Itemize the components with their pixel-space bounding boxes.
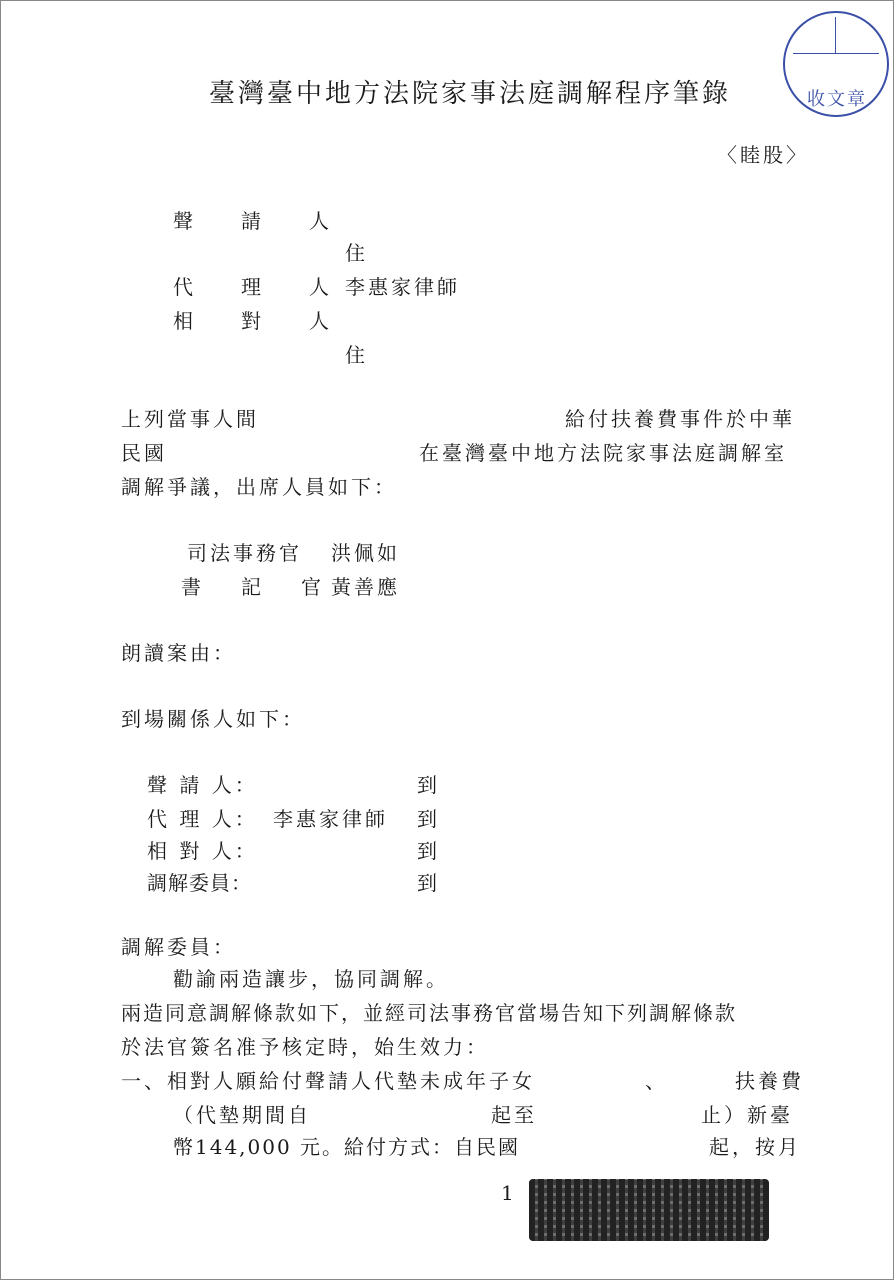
intro-line1-right: 給付扶養費事件於中華 bbox=[565, 407, 795, 431]
terms-intro-line1: 兩造同意調解條款如下，並經司法事務官當場告知下列調解條款 bbox=[121, 1001, 737, 1025]
agent-name: 李惠家律師 bbox=[345, 275, 460, 299]
intro-line3: 調解爭議，出席人員如下： bbox=[121, 475, 397, 499]
present-label: 調解委員： bbox=[147, 871, 252, 895]
mediator-text: 勸諭兩造讓步，協同調解。 bbox=[173, 967, 449, 991]
stamp-divider bbox=[793, 53, 879, 54]
intro-line1-left: 上列當事人間 bbox=[121, 407, 259, 431]
present-label: 代 理 人： bbox=[147, 807, 258, 831]
present-status: 到 bbox=[417, 773, 440, 797]
officer-label: 司法事務官 bbox=[187, 541, 302, 565]
court-seal-overlay bbox=[529, 1179, 769, 1241]
intro-line2-right: 在臺灣臺中地方法院家事法庭調解室 bbox=[419, 441, 787, 465]
receipt-stamp bbox=[783, 11, 889, 117]
respondent-address-label: 住 bbox=[345, 343, 368, 367]
division-label: 〈睦股〉 bbox=[717, 143, 809, 167]
case-reading: 朗讀案由： bbox=[121, 641, 236, 665]
present-label: 聲 請 人： bbox=[147, 773, 258, 797]
present-heading: 到場關係人如下： bbox=[121, 707, 305, 731]
present-label: 相 對 人： bbox=[147, 839, 258, 863]
agent-label: 代 理 人 bbox=[173, 275, 343, 299]
mediator-heading: 調解委員： bbox=[121, 935, 236, 959]
present-status: 到 bbox=[417, 871, 440, 895]
term1-line2-b: 起至 bbox=[491, 1103, 537, 1127]
present-status: 到 bbox=[417, 839, 440, 863]
respondent-label: 相 對 人 bbox=[173, 309, 343, 333]
term1-line3-a: 幣144,000 元。給付方式：自民國 bbox=[173, 1135, 521, 1159]
present-status: 到 bbox=[417, 807, 440, 831]
petitioner-address-label: 住 bbox=[345, 241, 368, 265]
terms-intro-line2: 於法官簽名准予核定時，始生效力： bbox=[121, 1035, 489, 1059]
clerk-name: 黃善應 bbox=[331, 575, 400, 599]
term1-line1-c: 扶養費 bbox=[735, 1069, 804, 1093]
present-name: 李惠家律師 bbox=[273, 807, 388, 831]
petitioner-label: 聲 請 人 bbox=[173, 209, 343, 233]
stamp-tick bbox=[835, 17, 836, 53]
intro-line2-left: 民國 bbox=[121, 441, 167, 465]
term1-line2-a: （代墊期間自 bbox=[173, 1103, 311, 1127]
stamp-label: 收文章 bbox=[807, 89, 867, 110]
page-number: 1 bbox=[501, 1181, 514, 1205]
document-title: 臺灣臺中地方法院家事法庭調解程序筆錄 bbox=[209, 79, 732, 109]
term1-line3-b: 起，按月 bbox=[709, 1135, 801, 1159]
clerk-label: 書 記 官 bbox=[181, 575, 331, 599]
term1-line2-c: 止）新臺 bbox=[701, 1103, 793, 1127]
officer-name: 洪佩如 bbox=[331, 541, 400, 565]
term1-line1-b: 、 bbox=[645, 1069, 668, 1093]
term1-line1-a: 一、相對人願給付聲請人代墊未成年子女 bbox=[121, 1069, 535, 1093]
